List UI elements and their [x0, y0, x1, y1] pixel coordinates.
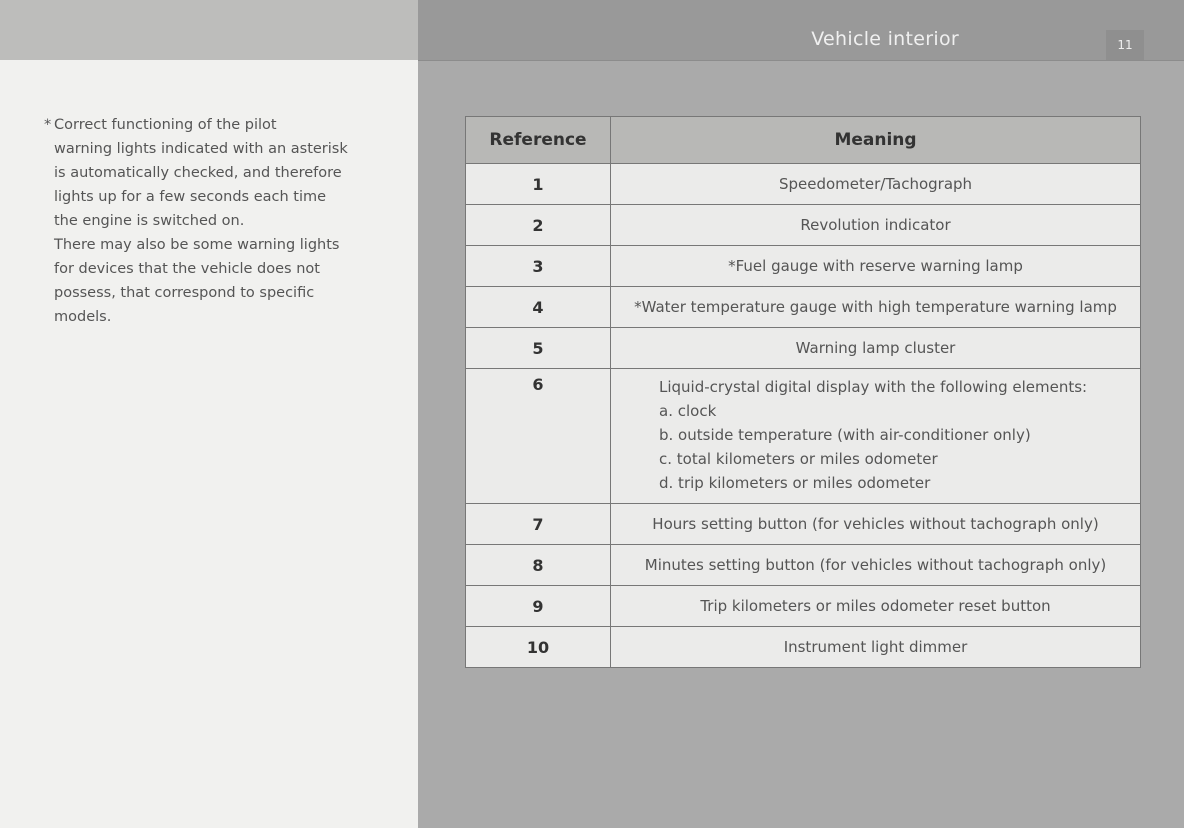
meaning-column-header: Meaning — [611, 117, 1141, 164]
asterisk-note — [44, 113, 384, 329]
table-row — [466, 504, 1141, 545]
reference-cell: 7 — [466, 504, 611, 545]
reference-column-header: Reference — [466, 117, 611, 164]
section-title: Vehicle interior — [811, 28, 959, 50]
meaning-cell: *Fuel gauge with reserve warning lamp — [611, 246, 1141, 287]
display-element: a. clock — [659, 402, 717, 420]
display-intro: Liquid-crystal digital display with the following elements: — [659, 378, 1088, 396]
meaning-cell: Instrument light dimmer — [611, 627, 1141, 668]
left-page — [0, 0, 418, 828]
meaning-cell: *Water temperature gauge with high temperature warning lamp — [611, 287, 1141, 328]
page-number: 11 — [1106, 30, 1144, 60]
left-header-band — [0, 0, 418, 60]
note-line: possess, that correspond to specific — [54, 285, 315, 301]
display-elements-list — [619, 375, 1132, 495]
table-row — [466, 627, 1141, 668]
reference-cell: 9 — [466, 586, 611, 627]
table-row — [466, 545, 1141, 586]
meaning-cell: Trip kilometers or miles odometer reset button — [611, 586, 1141, 627]
meaning-cell: Hours setting button (for vehicles without tachograph only) — [611, 504, 1141, 545]
meaning-cell: Speedometer/Tachograph — [611, 164, 1141, 205]
reference-cell: 6 — [466, 369, 611, 504]
meaning-cell: Warning lamp cluster — [611, 328, 1141, 369]
display-element: b. outside temperature (with air-conditioner only) — [659, 426, 1031, 444]
table-row — [466, 205, 1141, 246]
table-row — [466, 164, 1141, 205]
note-line: is automatically checked, and therefore — [54, 165, 342, 181]
table-header-row — [466, 117, 1141, 164]
table-row — [466, 328, 1141, 369]
table-row — [466, 586, 1141, 627]
asterisk-marker: * — [44, 117, 52, 133]
table-row — [466, 369, 1141, 504]
note-line: lights up for a few seconds each time — [54, 189, 327, 205]
table-row — [466, 246, 1141, 287]
reference-cell: 8 — [466, 545, 611, 586]
display-element: c. total kilometers or miles odometer — [659, 450, 938, 468]
note-line: models. — [54, 309, 112, 325]
note-line: the engine is switched on. — [54, 213, 245, 229]
right-header-band — [418, 0, 1184, 61]
meaning-cell — [611, 369, 1141, 504]
meaning-cell: Minutes setting button (for vehicles without tachograph only) — [611, 545, 1141, 586]
reference-cell: 4 — [466, 287, 611, 328]
note-line: There may also be some warning lights — [54, 237, 340, 253]
note-line: Correct functioning of the pilot — [54, 117, 277, 133]
note-line: for devices that the vehicle does not — [54, 261, 320, 277]
note-line: warning lights indicated with an asterisk — [54, 141, 348, 157]
meaning-cell: Revolution indicator — [611, 205, 1141, 246]
reference-cell: 10 — [466, 627, 611, 668]
reference-cell: 1 — [466, 164, 611, 205]
reference-cell: 2 — [466, 205, 611, 246]
table-row — [466, 287, 1141, 328]
reference-cell: 5 — [466, 328, 611, 369]
display-element: d. trip kilometers or miles odometer — [659, 474, 931, 492]
reference-table — [465, 116, 1141, 668]
reference-cell: 3 — [466, 246, 611, 287]
